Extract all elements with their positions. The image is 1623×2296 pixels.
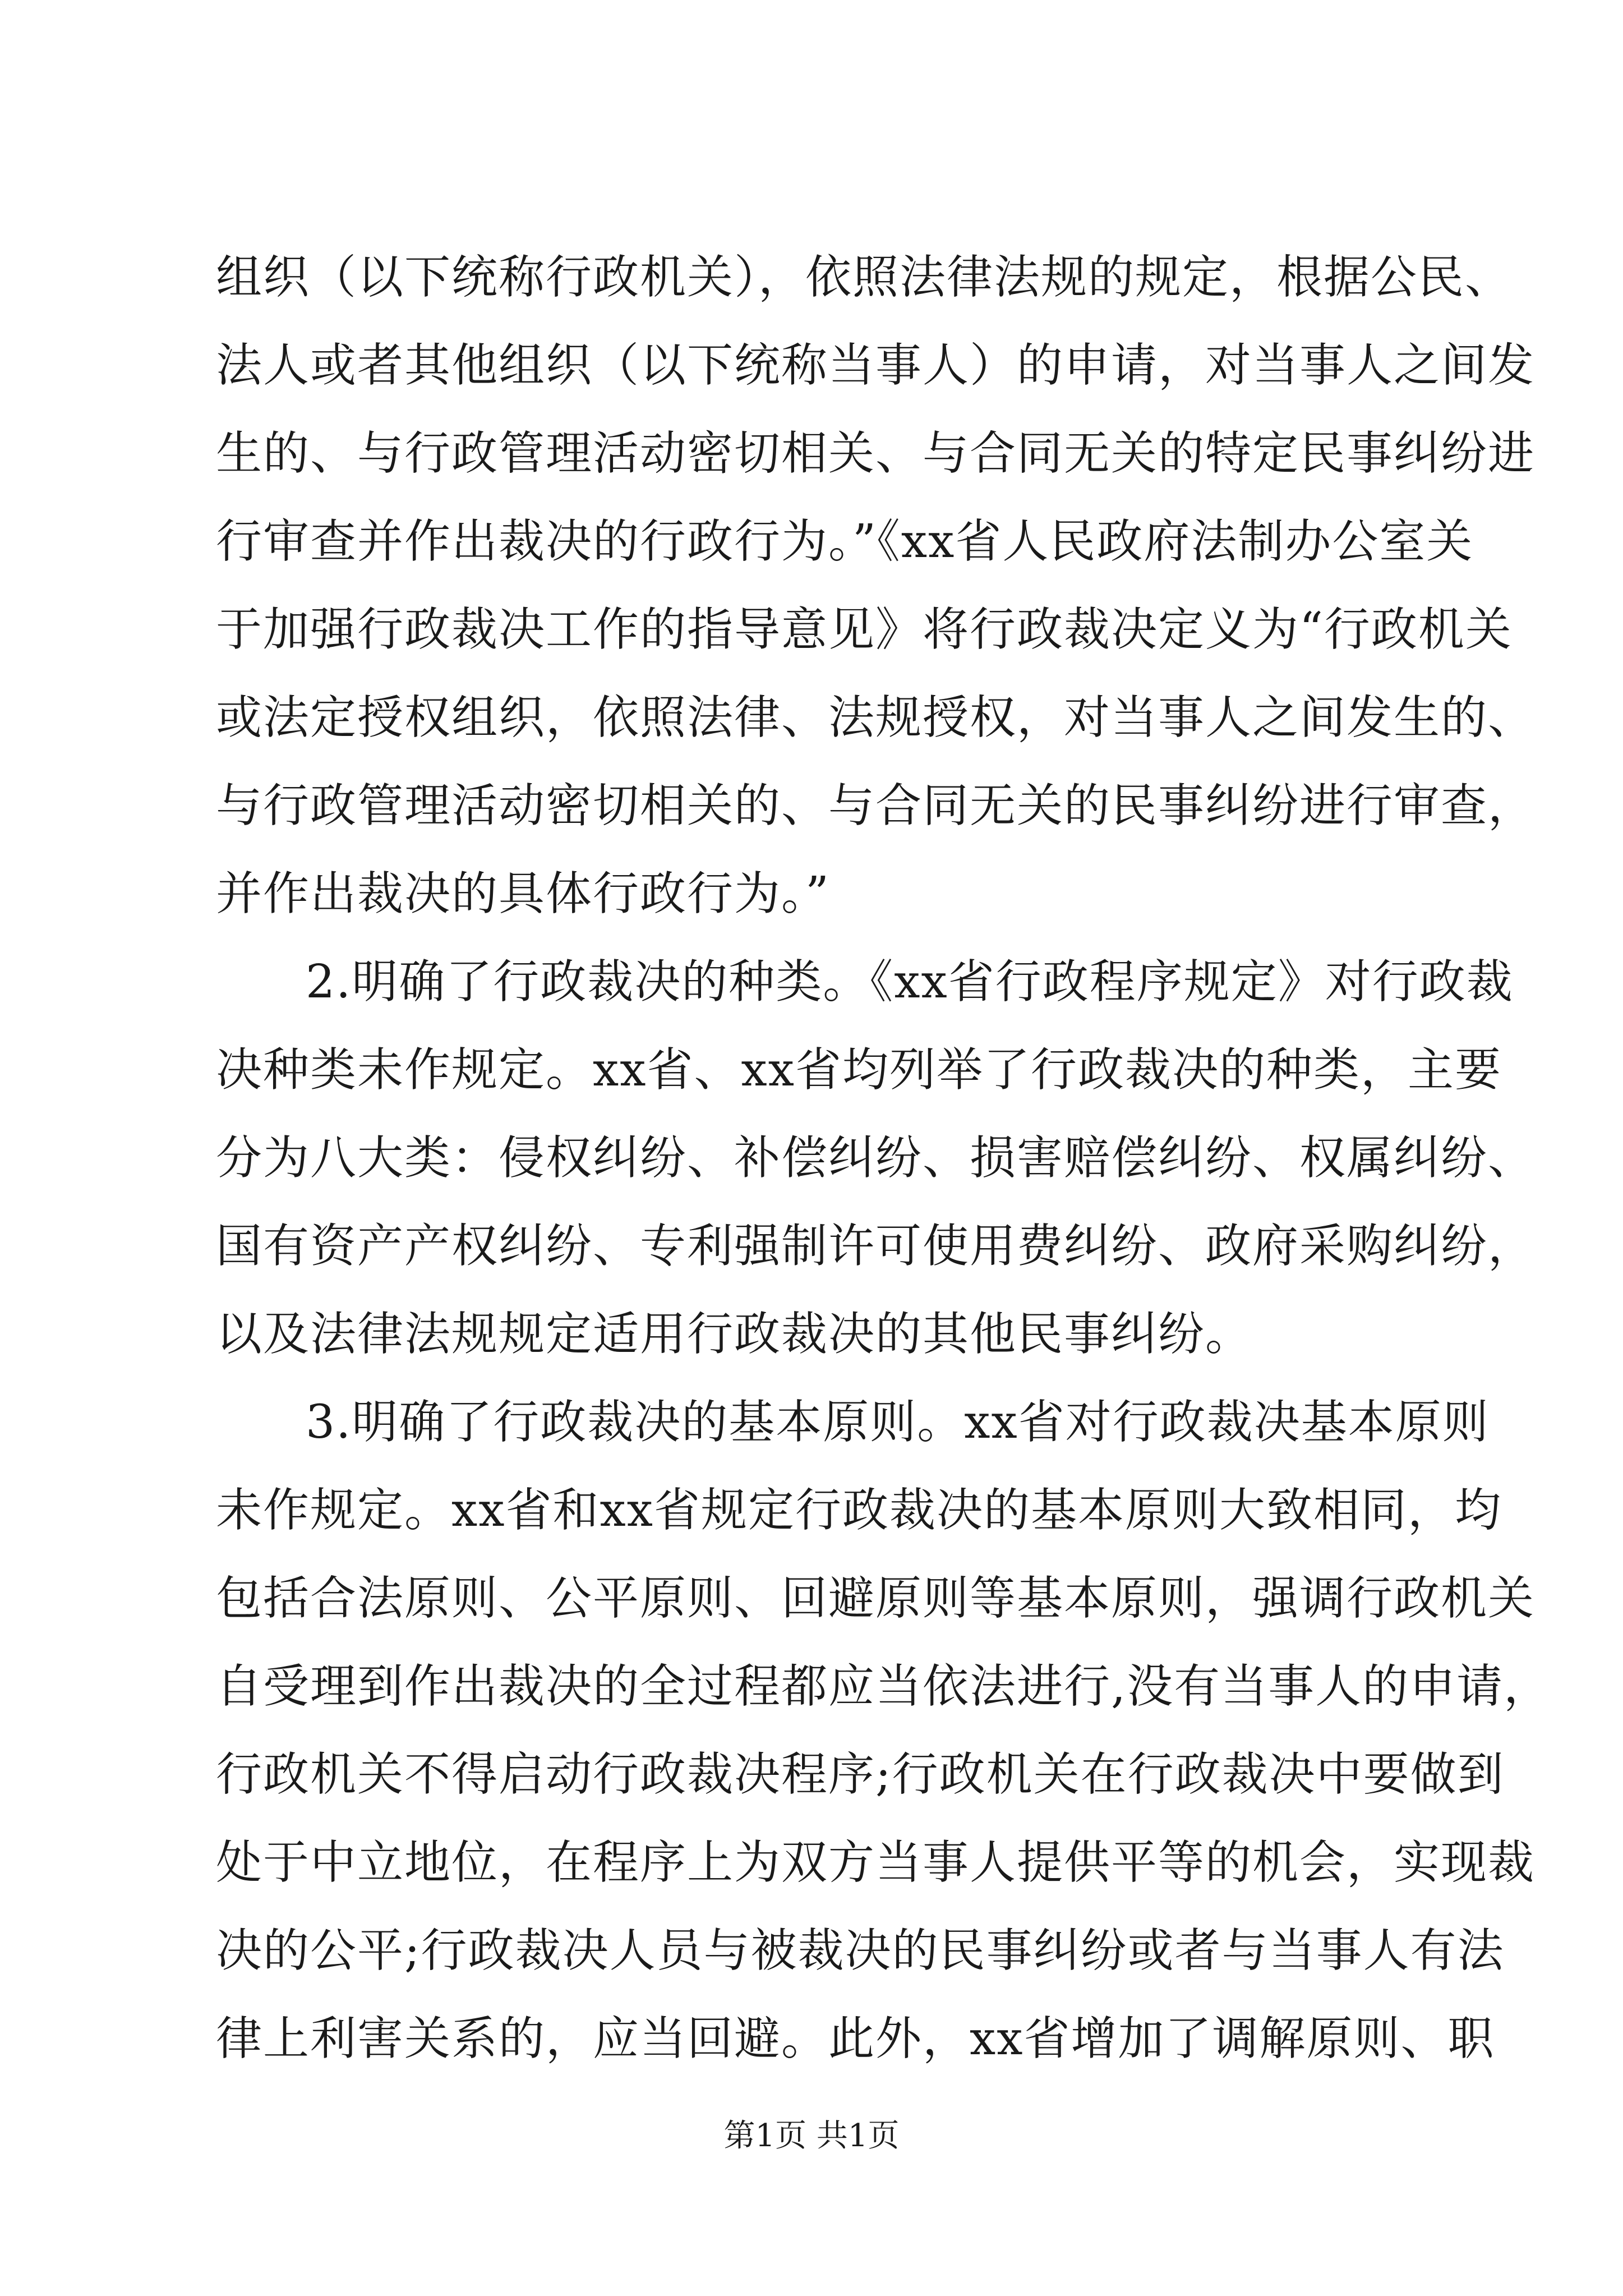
text-line: 自受理到作出裁决的全过程都应当依法进行,没有当事人的申请，	[216, 1660, 1551, 1713]
text-line: 组织（以下统称行政机关），依照法律法规的规定，根据公民、	[216, 251, 1513, 304]
text-line: 处于中立地位，在程序上为双方当事人提供平等的机会，实现裁	[216, 1836, 1536, 1889]
text-line: 2.明确了行政裁决的种类。《xx省行政程序规定》对行政裁	[306, 955, 1514, 1009]
text-line: 律上利害关系的，应当回避。此外，xx省增加了调解原则、职	[216, 2012, 1495, 2065]
text-line: 于加强行政裁决工作的指导意见》将行政裁决定义为“行政机关	[216, 603, 1513, 656]
page-number: 第1页 共1页	[723, 2118, 900, 2154]
text-line: 决的公平;行政裁决人员与被裁决的民事纠纷或者与当事人有法	[216, 1924, 1505, 1977]
text-line: 法人或者其他组织（以下统称当事人）的申请，对当事人之间发	[216, 339, 1536, 392]
text-line: 分为八大类：侵权纠纷、补偿纠纷、损害赔偿纠纷、权属纠纷、	[216, 1131, 1536, 1185]
text-line: 国有资产产权纠纷、专利强制许可使用费纠纷、政府采购纠纷，	[216, 1220, 1536, 1273]
text-line: 包括合法原则、公平原则、回避原则等基本原则，强调行政机关	[216, 1572, 1536, 1625]
text-line: 未作规定。xx省和xx省规定行政裁决的基本原则大致相同，均	[216, 1484, 1502, 1537]
text-line: 决种类未作规定。xx省、xx省均列举了行政裁决的种类，主要	[216, 1043, 1502, 1097]
text-line: 行审查并作出裁决的行政行为。”《xx省人民政府法制办公室关	[216, 515, 1474, 568]
text-line: 生的、与行政管理活动密切相关、与合同无关的特定民事纠纷进	[216, 427, 1536, 480]
text-line: 以及法律法规规定适用行政裁决的其他民事纠纷。	[216, 1308, 1253, 1361]
page-footer	[0, 2114, 1623, 2159]
text-line: 与行政管理活动密切相关的、与合同无关的民事纠纷进行审查，	[216, 779, 1536, 832]
text-line: 3.明确了行政裁决的基本原则。xx省对行政裁决基本原则	[306, 1396, 1490, 1449]
text-line: 并作出裁决的具体行政行为。”	[216, 867, 830, 921]
document-body	[216, 244, 1551, 2095]
text-line: 行政机关不得启动行政裁决程序;行政机关在行政裁决中要做到	[216, 1748, 1505, 1801]
text-line: 或法定授权组织，依照法律、法规授权，对当事人之间发生的、	[216, 691, 1536, 744]
